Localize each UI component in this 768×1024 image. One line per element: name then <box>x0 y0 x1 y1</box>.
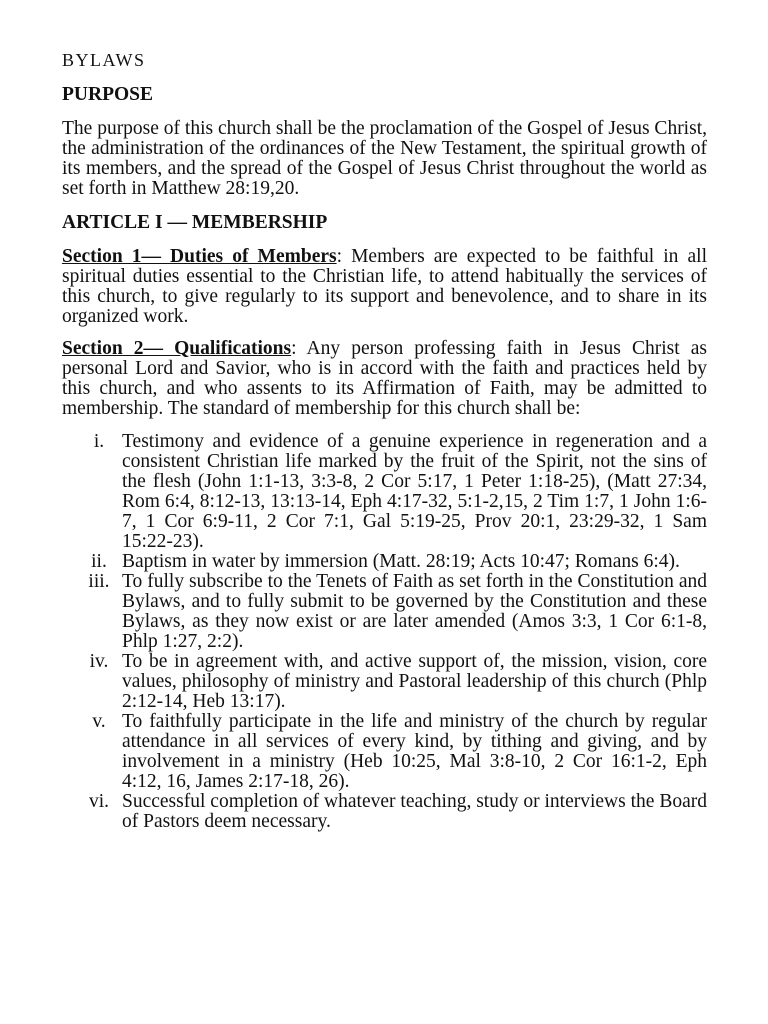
list-item <box>62 712 707 792</box>
section-2-text: : Any person professing faith in Jesus Christ as personal Lord and Savior, who is in accord with the faith and practices held by this church, and who assents to its Affirmation of Faith, may be admitted to membership. The standard of membership for this church shall be: <box>62 338 707 419</box>
section-2-paragraph <box>62 339 707 419</box>
document-page <box>62 48 707 832</box>
purpose-paragraph: The purpose of this church shall be the proclamation of the Gospel of Jesus Christ, the administration of the ordinances of the New Testament, the spiritual growth of its members, and the spread of the Gospel of Jesus Christ throughout the world as set forth in Matthew 28:19,20. <box>62 118 707 199</box>
list-item <box>62 572 707 652</box>
section-1-paragraph <box>62 247 707 327</box>
list-item-number: v. <box>92 711 106 732</box>
list-item-number: vi. <box>88 791 110 812</box>
list-item <box>62 652 707 712</box>
list-item-number: iii. <box>88 571 110 592</box>
section-1-text: : Members are expected to be faithful in all spiritual duties essential to the Christian life, to attend habitually the services of this church, to give regularly to its support and benevolence, and to share in its organized work. <box>62 246 707 327</box>
list-item <box>62 552 707 572</box>
section-2-title: Section 2— Qualifications <box>62 338 292 359</box>
list-item-text: Testimony and evidence of a genuine experience in regeneration and a consistent Christian life marked by the fruit of the Spirit, not the sins of the flesh (John 1:1-13, 3:3-8, 2 Cor 5:17, 1 Peter 1:18-25), (Matt 27:34, Rom 6:4, 8:12-13, 13:13-14, Eph 4:17-32, 5:1-2,15, 2 Tim 1:7, 1 John 1:6-7, 1 Cor 6:9-11, 2 Cor 7:1, Gal 5:19-25, Prov 20:1, 23:29-32, 1 Sam 15:22-23). <box>122 431 707 552</box>
list-item-text: To fully subscribe to the Tenets of Faith as set forth in the Constitution and Bylaws, and to fully submit to be governed by the Constitution and these Bylaws, as they now exist or are later amended (Amos 3:3, 1 Cor 6:1-8, Phlp 1:27, 2:2). <box>122 571 707 652</box>
article-heading: ARTICLE I — MEMBERSHIP <box>62 212 328 233</box>
list-item-text: Successful completion of whatever teaching, study or interviews the Board of Pastors deem necessary. <box>122 791 707 832</box>
list-item-number: i. <box>93 431 105 452</box>
document-label: BYLAWS <box>62 50 146 70</box>
requirements-list <box>62 432 707 832</box>
purpose-heading: PURPOSE <box>62 84 154 105</box>
list-item-number: ii. <box>91 551 107 572</box>
list-item-number: iv. <box>89 651 109 672</box>
section-1-title: Section 1— Duties of Members <box>62 246 337 267</box>
list-item-text: To faithfully participate in the life and ministry of the church by regular attendance in all services of every kind, by tithing and giving, and by involvement in a ministry (Heb 10:25, Mal 3:8-10, 2 Cor 16:1-2, Eph 4:12, 16, James 2:17-18, 26). <box>122 711 707 792</box>
list-item <box>62 432 707 552</box>
list-item-text: Baptism in water by immersion (Matt. 28:19; Acts 10:47; Romans 6:4). <box>122 551 680 572</box>
list-item-text: To be in agreement with, and active support of, the mission, vision, core values, philosophy of ministry and Pastoral leadership of this church (Phlp 2:12-14, Heb 13:17). <box>122 651 707 712</box>
list-item <box>62 792 707 832</box>
